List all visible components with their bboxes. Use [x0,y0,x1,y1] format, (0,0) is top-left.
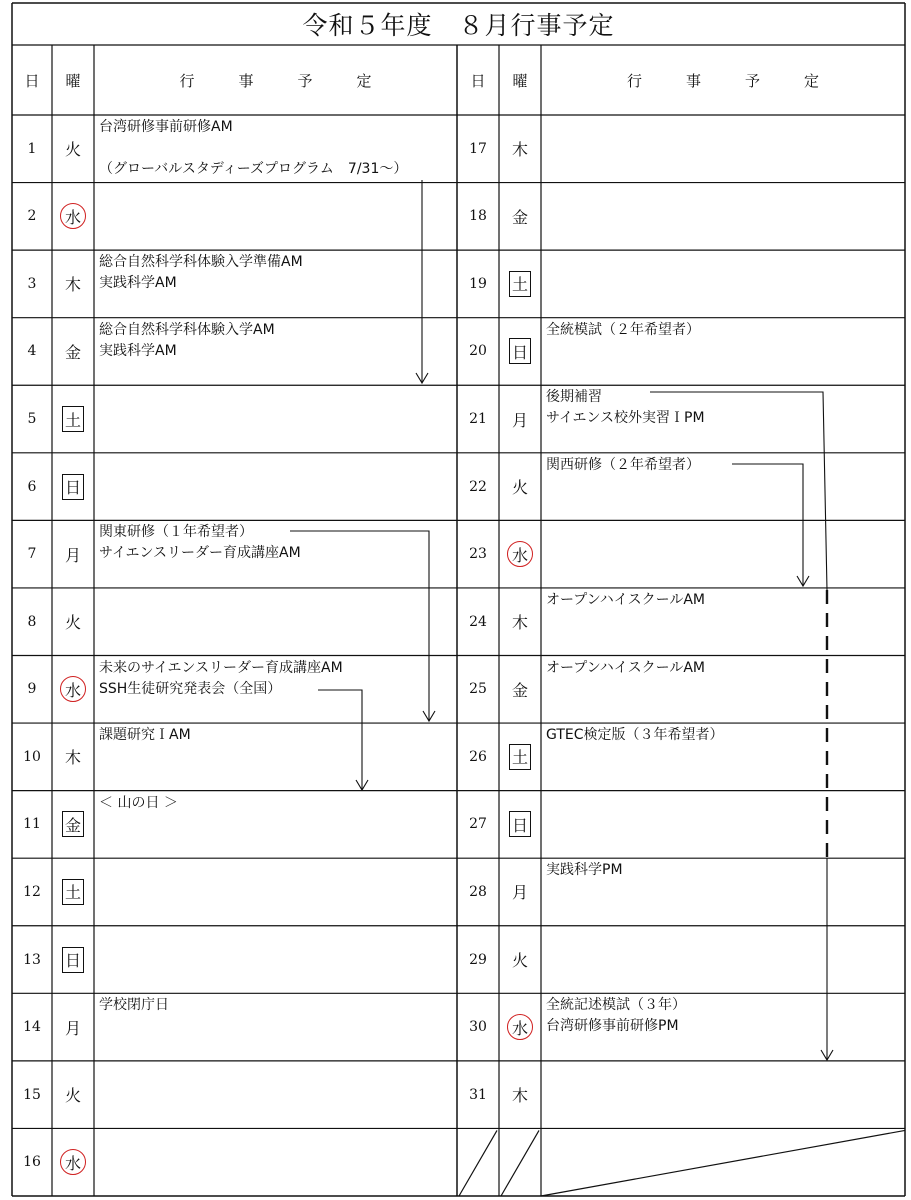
weekday-circled: 水 [60,676,86,702]
event-text: 全統模試（２年希望者） [546,321,700,338]
weekday: 月 [511,883,528,903]
event-text: 実践科学AM [99,342,177,359]
header-weekday: 曜 [512,71,528,90]
day-number: 30 [469,1019,487,1036]
weekday: 月 [64,545,81,565]
arrow-kansai-trip [732,464,803,586]
day-number: 4 [27,343,37,360]
arrow-ssh-presentation [318,690,362,790]
event-text: 台湾研修事前研修PM [546,1018,679,1035]
weekday: 火 [511,478,528,498]
day-number: 20 [469,343,487,360]
weekday-boxed: 土 [62,879,84,905]
event-text: サイエンスリーダー育成講座AM [99,545,301,562]
weekday: 火 [64,1086,81,1106]
blank-cell-slash [541,1130,905,1196]
day-number: 13 [23,951,41,968]
day-number: 25 [469,681,487,698]
day-number: 19 [469,275,487,292]
weekday: 木 [64,275,81,295]
day-number: 18 [469,208,487,225]
day-number: 22 [469,478,487,495]
day-number: 23 [469,546,487,563]
event-text: 関西研修（２年希望者） [546,456,700,473]
day-number: 29 [469,951,487,968]
arrow-supplementary [650,392,827,590]
event-text: 学校閉庁日 [99,997,169,1014]
weekday-circled: 水 [60,1149,86,1175]
day-number: 7 [27,546,37,563]
event-text: 総合自然科学科体験入学AM [99,321,275,338]
day-number: 8 [27,613,37,630]
day-number: 3 [27,275,37,292]
day-number: 31 [469,1086,487,1103]
weekday: 木 [511,140,528,160]
header-day: 日 [470,71,486,90]
event-text: 実践科学AM [99,275,177,292]
weekday-boxed: 土 [509,271,531,297]
weekday: 火 [64,613,81,633]
event-text: 台湾研修事前研修AM [99,119,233,135]
event-text: 未来のサイエンスリーダー育成講座AM [99,659,343,676]
day-number: 14 [23,1019,41,1036]
event-text: 関東研修（１年希望者） [99,524,253,541]
day-number: 2 [27,208,37,225]
day-number: 12 [23,883,41,900]
event-text: 後期補習 [546,389,602,406]
event-text: GTEC検定版（３年希望者） [546,727,724,744]
day-number: 10 [23,748,41,765]
day-number: 24 [469,613,487,630]
blank-cell-slash [501,1130,539,1196]
weekday: 木 [511,1086,528,1106]
header-weekday: 曜 [65,71,81,90]
weekday: 月 [64,1018,81,1038]
weekday: 金 [64,342,81,362]
day-number: 16 [23,1154,41,1171]
day-number: 15 [23,1086,41,1103]
header-events: 行事予定 [179,71,416,90]
event-text: 課題研究ＩAM [99,727,191,744]
header-events: 行事予定 [626,71,863,90]
event-text: オープンハイスクールAM [546,591,705,608]
page-title: 令和５年度 ８月行事予定 [302,11,615,40]
weekday-boxed: 日 [509,338,531,364]
event-text: SSH生徒研究発表会（全国） [99,680,282,697]
event-text: 全統記述模試（３年） [546,997,686,1014]
day-number: 9 [27,681,37,698]
weekday-boxed: 土 [509,744,531,770]
weekday-boxed: 日 [62,947,84,973]
weekday: 木 [511,613,528,633]
event-text: 総合自然科学科体験入学準備AM [99,254,303,271]
weekday-circled: 水 [507,1014,533,1040]
weekday-boxed: 日 [62,474,84,500]
weekday: 金 [511,680,528,700]
weekday-circled: 水 [507,541,533,567]
weekday: 月 [511,410,528,430]
weekday-circled: 水 [60,203,86,229]
weekday-boxed: 日 [509,811,531,837]
weekday: 火 [64,140,81,160]
event-text: 実践科学PM [546,862,623,879]
weekday-boxed: 金 [62,811,84,837]
weekday: 木 [64,748,81,768]
day-number: 11 [23,816,41,833]
day-number: 26 [469,748,487,765]
event-text: ＜ 山の日 ＞ [99,794,178,811]
day-number: 27 [469,816,487,833]
weekday: 金 [511,207,528,227]
day-number: 6 [27,478,37,495]
day-number: 1 [27,140,37,157]
blank-cell-slash [459,1130,497,1196]
header-day: 日 [24,71,40,90]
day-number: 28 [469,883,487,900]
arrow-kanto-trip [290,531,429,721]
event-text: （グローバルスタディーズプログラム 7/31〜） [99,161,408,177]
day-number: 5 [27,411,37,428]
weekday: 火 [511,951,528,971]
event-text: オープンハイスクールAM [546,659,705,676]
day-number: 17 [469,140,487,157]
weekday-boxed: 土 [62,406,84,432]
day-number: 21 [469,411,487,428]
event-text: サイエンス校外実習ＩPM [546,410,705,427]
